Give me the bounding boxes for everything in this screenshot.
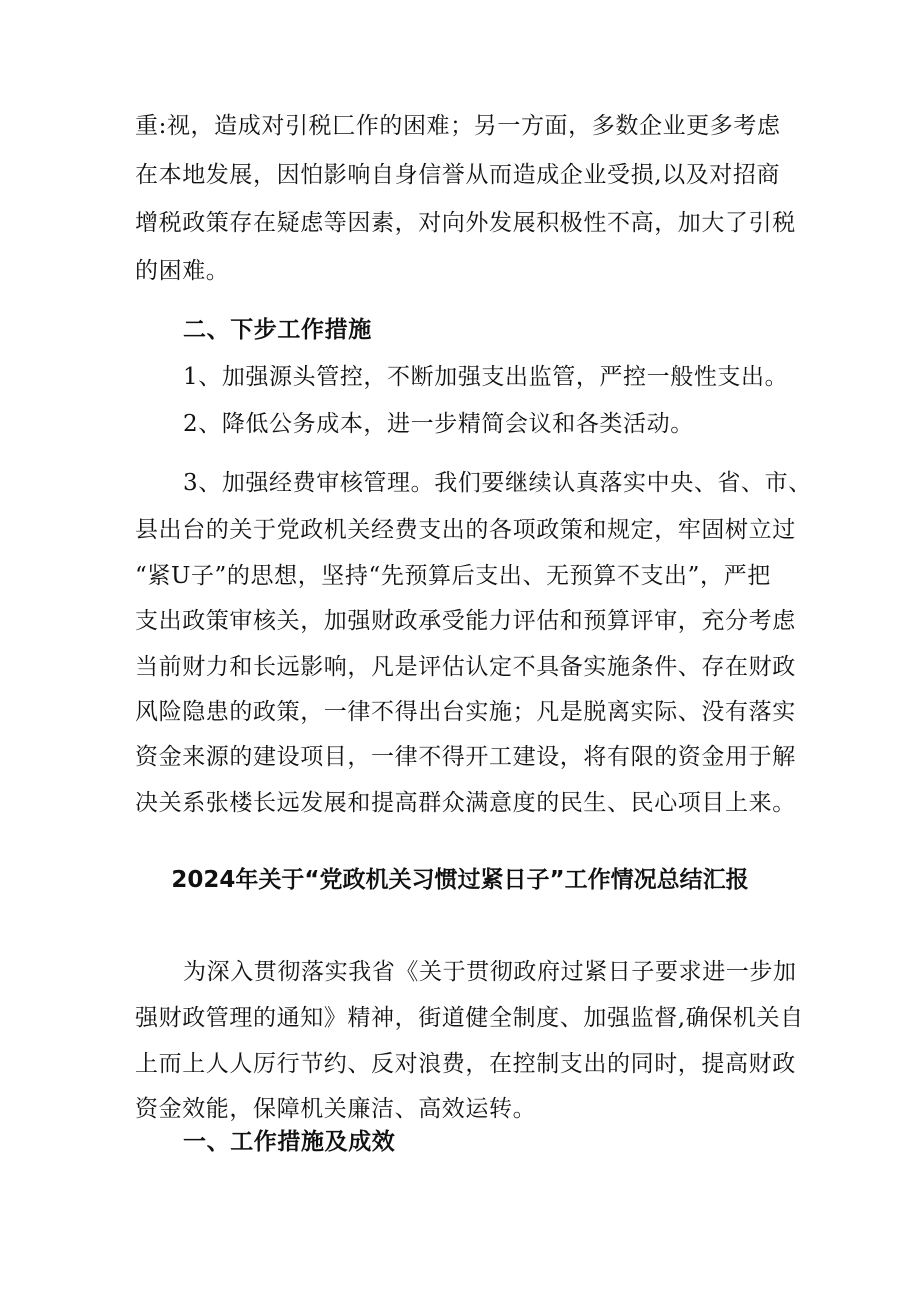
paragraph-line: 重:视，造成对引税匚作的困难；另一方面，多数企业更多考虑 (135, 113, 781, 139)
paragraph-line: “紧U子”的思想，坚持“先预算后支出、无预算不支出”，严把 (135, 563, 771, 589)
paragraph-line: 增税政策存在疑虑等因素，对向外发展积极性不高，加大了引税 (135, 210, 796, 236)
paragraph-line: 资金效能，保障机关廉洁、高效运转。 (135, 1096, 537, 1122)
paragraph-line: 为深入贯彻落实我省《关于贯彻政府过紧日子要求进一步加 (183, 959, 797, 985)
list-item: 1、加强源头管控，不断加强支出监管，严控一般性支出。 (183, 364, 789, 390)
paragraph-line: 县出台的关于党政机关经费支出的各项政策和规定，牢固树立过 (135, 517, 796, 543)
paragraph-line: 强财政管理的通知》精神，街道健全制度、加强监督,确保机关自 (135, 1005, 804, 1031)
section-heading: 一、工作措施及成效 (183, 1129, 396, 1155)
paragraph-line: 上而上人人厉行节约、反对浪费，在控制支出的同时，提高财政 (135, 1051, 796, 1077)
paragraph-line: 决关系张楼长远发展和提高群众满意度的民生、民心项目上来。 (135, 790, 796, 816)
document-title: 2024年关于“党政机关习惯过紧日子”工作情况总结汇报 (171, 867, 749, 893)
list-item: 2、降低公务成本，进一步精简会议和各类活动。 (183, 411, 694, 437)
paragraph-line: 在本地发展，因怕影响自身信誉从而造成企业受损,以及对招商 (135, 162, 781, 188)
paragraph-line: 支出政策审核关，加强财政承受能力评估和预算评审，充分考虑 (135, 608, 796, 634)
paragraph-line: 当前财力和长远影响，凡是评估认定不具备实施条件、存在财政 (135, 654, 796, 680)
paragraph-line: 3、加强经费审核管理。我们要继续认真落实中央、省、市、 (183, 470, 812, 496)
paragraph-line: 的困难。 (135, 258, 230, 284)
paragraph-line: 风险隐患的政策，一律不得出台实施；凡是脱离实际、没有落实 (135, 699, 796, 725)
paragraph-line: 资金来源的建设项目，一律不得开工建设，将有限的资金用于解 (135, 744, 796, 770)
section-heading: 二、下步工作措施 (183, 317, 372, 343)
